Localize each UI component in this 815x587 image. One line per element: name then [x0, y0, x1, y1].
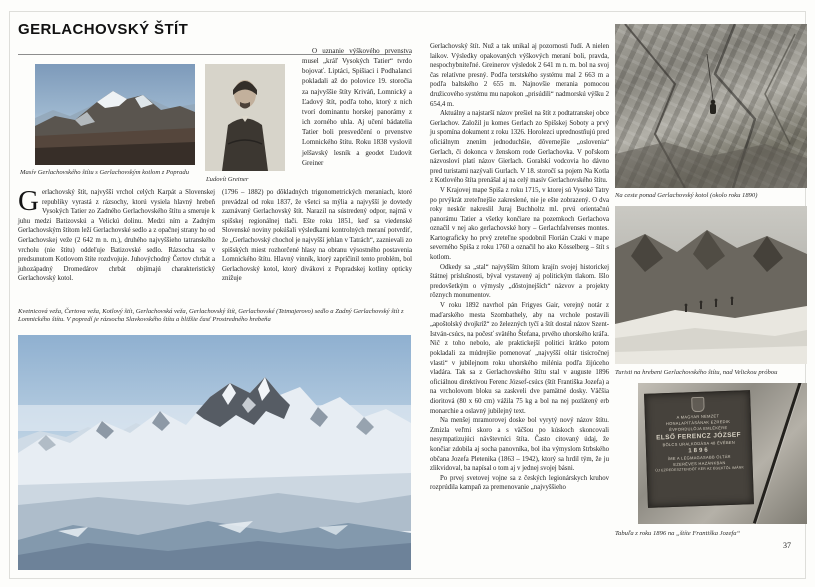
- photo-portrait-greiner: [205, 64, 285, 171]
- plaque-line: A MAGYAR NEMZET: [676, 413, 720, 420]
- plaque-line: 1896: [688, 447, 710, 455]
- photo-caption-plaque: Tabuľa z roku 1896 na „štíte Františka Jozefa“: [615, 530, 741, 537]
- rock-illustration: [615, 24, 807, 188]
- photo-caption-portrait: Ľudovít Greiner: [206, 176, 249, 183]
- column-intro: [302, 46, 412, 188]
- page-title: GERLACHOVSKÝ ŠTÍT: [18, 21, 189, 38]
- dropcap-initial: G: [18, 185, 39, 217]
- ice-axe: [753, 383, 802, 524]
- ridge-illustration: [615, 206, 807, 364]
- paragraph: V roku 1892 navrhol pán Frigyes Gair, verejný notár z maďarského mesta Szombathely, aby na vrchole postavili „apoštolský dvojkríž“ zo železných tyčí a štít dostal názov Szent-István-csúcs, na počesť svätého Štefana, prvého uhorského kráľa. Nič z toho nebolo, ale praktickejší politici krátko potom pokladali za múdrejšie pomenovať „najvyšší oltár tisícročnej vlasti“ v jubilejnom roku uhorského milénia podľa žijúceho vladára. Tak sa z Gerlachovského štítu stal v auguste 1896 oficiálnou direktívou Ferenc József-csúcs (štít Františka Jozefa) a na vrcholovom bloku sa zaskveli dve pamätné dosky. Väčšia dioritová (80 x 60 cm) vážila 75 kg a bol na nej pozlátený erb monarchie a oslavný jubilejný text.: [430, 302, 609, 415]
- photo-caption-climbers: Na ceste ponad Gerlachovský kotol (okolo roku 1890): [615, 192, 758, 199]
- portrait-illustration: [205, 64, 285, 171]
- photo-caption-massif: Masív Gerlachovského štítu s Gerlachovským kotlom z Popradu: [20, 169, 190, 176]
- column-main-left: [18, 185, 215, 302]
- paragraph: erlachovský štít, najvyšší vrchol celých Karpát a Slovenskej republiky vyrastá z rázsochy, ktorú vysiela hlavný hrebeň Vysokých Tatier zo Zadného Gerlachovského štítu a smeruje k juhu medzi Batizovskú a Velickú dolinu. Medzi ním a Zadným Gerlachovským štítom leží Gerlachovské sedlo a z opačnej strany ho od Gerlachovskej veže (2 642 m n. m.), druhého najvyššieho tatranského vrcholu (nie štítu) oddeľuje Batizovské sedlo. Rázsocha sa v predsunutom Kotlovom štíte rozdvojuje. Juhovýchodný Čertov chrbát a juhozápadný Dromedárov chrbát objímajú charakteristický Gerlachovský kotol.: [18, 189, 215, 283]
- photo-plaque-1896: [638, 383, 807, 524]
- photo-caption-ridge: Turisti na hrebeni Gerlachovského štítu, nad Velickou próbou: [615, 369, 778, 376]
- paragraph: Gerlachovský štít. Nuž a tak unikal aj pozornosti ľudí. A nielen laikov. Výsledky opakovaných výškových meraní boli, pravda, nespochybniteľné. Greinerov výsledok 2 641 m n. m. bol na svoj čas relatívne presný. Podľa terstského systému mal 2 663 m a podľa baltského 2 655 m. Najnovšie merania pomocou družicového systému mu napokon „prisúdili“ nadmorskú výšku 2 654,4 m.: [430, 43, 609, 108]
- column-main-right: [222, 188, 412, 302]
- paragraph: (1796 – 1882) po dôkladných trigonometrických meraniach, ktoré prevádzal od roku 1837, že všetci sa mýlia a najvyšší je dovtedy zaznávaný Gerlachovský štít. Narazil na sústredený odpor, najmä v spišskej regionálnej tlači. Ešte roku 1851, keď sa viedenské Slovenské noviny pokúšali výsledkami kontrolných meraní potvrdiť, že „Gerlachovský chochol je najvyšší jehlan v Tatrách“, zaznievali zo spišských miest rozhorčené hlasy na obranu výsostného postavenia Lomnického štítu. Hlavný vinník, ktorý zapríčinil tento problém, bol Gerlachovský kotol, ktorý divákovi z Popradskej kotliny opticky znižuje: [222, 189, 412, 283]
- plaque-line: HONALAPÍTÁSÁNAK EZREDIK: [665, 418, 731, 427]
- photo-ridge-tourists: [615, 206, 807, 364]
- plaque-line: ELSŐ FERENCZ JÓZSEF: [656, 431, 742, 442]
- paragraph: O uznanie výškového prvenstva musel „kráľ Vysokých Tatier“ tvrdo bojovať. Liptáci, Spišiaci i Podhalanci pokladali až do polovice 19. storočia za najvyššie štíty Kriváň, Lomnický a Ľadový štít, podľa toho, ktorý z nich tvorí dominantu horskej panorámy z ich zorného uhla. Aj učení bádatelia Tatier boli presvedčení o prvenstve Lomnického štítu. Roku 1838 vyslovil jelšavský lesník a geodet Ľudovít Greiner: [302, 47, 412, 167]
- paragraph: Na menšej mramorovej doske bol vyrytý nový názov štítu. Zmizla veľmi skoro a s väčšou po kúskoch skoncovali nesympatizujúci návštevníci štíta. Často citovaný údaj, že končiar zdobila aj socha panovníka, bol iba výmyslom štrbského občana Jozefa Pletenika (1863 – 1942), ktorý sa hrdil tým, že ju zlikvidoval, ba napísal o tom aj v jednej svojej básni.: [430, 417, 609, 473]
- plaque-crest: [691, 397, 705, 412]
- paragraph: Odkedy sa „stal“ najvyšším štítom krajín svojej historickej štátnej príslušnosti, býval vystavený aj politickým tlakom. Išlo predovšetkým o výmysly „dôstojnejších“ názvov a projekty rôznych monumentov.: [430, 263, 609, 300]
- paragraph: Po prvej svetovej vojne sa z českých legionárskych kruhov rozprúdila kampaň za premenovanie „najvyššieho: [430, 474, 609, 492]
- plaque-line: ÉVFORDULÓJA EMLÉKÉRE: [669, 424, 728, 433]
- column-text: [430, 42, 609, 552]
- paragraph: V Krajovej mape Spiša z roku 1715, v ktorej sú Vysoké Tatry po prvýkrát zreteľnejšie zakreslené, nie je ešte zobrazený. O dva roky neskôr nakreslil Juraj Buchholtz ml. prvú orientačnú panorámu Tatier a všetky končiare na pozemkoch Gerlachova označil v nej ako gerlachovské hory – Gerlachfalvenses montes. Kartograficky ho prvý zreteľne spodobnil Florián Czaki v mape severného Spiša z roku 1760 a označil ho ako Kösselberg – štít s kotlom.: [430, 186, 609, 262]
- plaque-line: ÍME A LEGMAGASABB OLTÁR: [667, 453, 731, 462]
- plaque-line: BÖLCS URALKODÁSA 48 ÉVÉBEN: [662, 439, 736, 448]
- photo-panorama-tatras: [18, 335, 411, 570]
- panorama-illustration: [18, 335, 411, 570]
- paragraph: Aktuálny a najstarší názov prešiel na štít z podtatranskej obce Gerlachov. Založil ju komes Gerlach zo Spišskej Soboty a prvý ju spomína dokument z roku 1326. Horolezci uprednostňujú pred oficiálnym znením jednoduchšie, dôvernejšie „oslovenia“ Gerlach, či dokonca v ženskom rode Gerlachovka. V poľskom názvosloví platí názov Gierlach. Goralskí vodcovia ho dávno pred turistami nazývali Gurlach. V 18. storočí sa pojem Na Kotla z Kotlového štíta prenášal aj na celý masív Gerlachovského štítu.: [430, 110, 609, 185]
- photo-climbers-1890: [615, 24, 807, 188]
- plaque-line: ÚJ EZREDESZTENDŐT KÉR AZ ÉGEKTŐL IMÁNK: [655, 465, 745, 473]
- plaque-line: EZERÉVES HAZÁNKBAN: [673, 460, 726, 467]
- mountain-illustration: [35, 64, 195, 165]
- memorial-plaque: [644, 390, 754, 508]
- page-number: 37: [783, 541, 791, 550]
- photo-caption-panorama: Kvetnicová veža, Čertova veža, Kotlový štít, Gerlachovská veža, Gerlachovský štít, Gerlachovské (Tetmajerovo) sedlo a Zadný Gerlachovský štít z Lomnického štítu. V popredí je rázsocha Slavkovského štítu a bližšie časť Prostredného hrebeňa: [18, 308, 404, 324]
- photo-gerlach-massif: [35, 64, 195, 165]
